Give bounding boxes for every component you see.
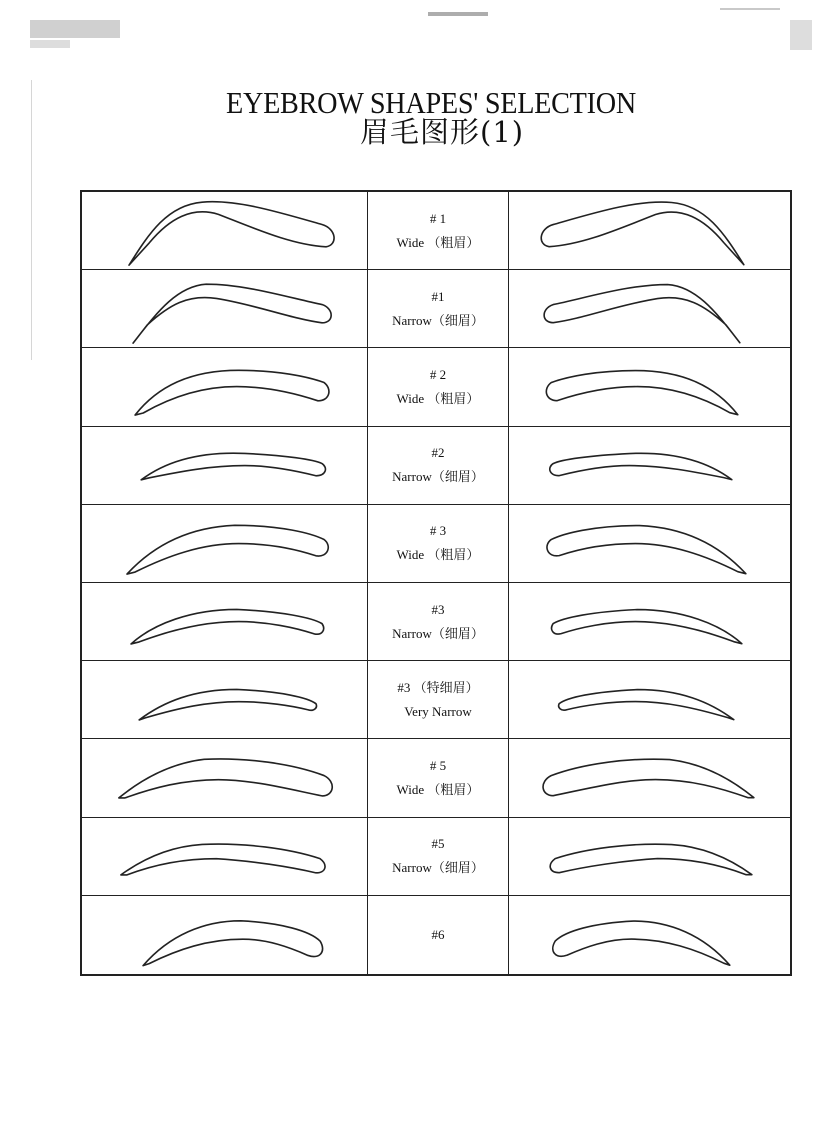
shape-label-cell (368, 739, 509, 817)
eyebrow-cell-right (509, 192, 790, 270)
shape-label (397, 363, 480, 411)
shape-label-cell (368, 583, 509, 661)
shape-width: Wide （粗眉） (396, 547, 480, 563)
eyebrow-cell-right (509, 818, 790, 896)
shape-width: Narrow（细眉） (392, 469, 484, 485)
eyebrow-cell-right (509, 739, 790, 817)
shape-label (397, 519, 480, 567)
scan-line-top-right (720, 8, 780, 10)
eyebrow-outline-left (82, 427, 367, 504)
scan-line-top (428, 12, 488, 16)
shape-width: Narrow（细眉） (392, 625, 484, 641)
scan-smudge-top-right (790, 20, 812, 50)
shape-label (397, 754, 480, 802)
scan-smudge-top-left-small (30, 40, 70, 48)
eyebrow-outline-right (509, 348, 790, 425)
shape-label-cell (368, 896, 509, 974)
shape-label-cell (368, 505, 509, 583)
eyebrow-outline-left (82, 818, 367, 895)
eyebrow-cell-right (509, 348, 790, 426)
eyebrow-cell-left (82, 192, 368, 270)
eyebrow-cell-left (82, 583, 368, 661)
eyebrow-cell-right (509, 270, 790, 348)
shape-label-cell (368, 192, 509, 270)
shape-label-cell (368, 270, 509, 348)
shape-label (432, 923, 445, 947)
eyebrow-outline-right (509, 270, 790, 347)
eyebrow-outline-right (509, 661, 790, 738)
shape-number: #3 （特细眉） (397, 679, 479, 695)
shape-width: Wide （粗眉） (396, 390, 480, 406)
eyebrow-outline-right (509, 818, 790, 895)
eyebrow-outline-right (509, 192, 790, 269)
eyebrow-outline-right (509, 896, 790, 974)
shape-label (392, 285, 484, 333)
eyebrow-outline-left (82, 583, 367, 660)
shape-label (397, 207, 480, 255)
eyebrow-cell-right (509, 427, 790, 505)
shape-number: #2 (431, 445, 445, 461)
eyebrow-cell-right (509, 896, 790, 974)
shape-number: # 1 (429, 210, 447, 226)
eyebrow-outline-left (82, 739, 367, 816)
eyebrow-outline-left (82, 348, 367, 425)
eyebrow-cell-left (82, 505, 368, 583)
eyebrow-cell-left (82, 348, 368, 426)
shape-number: #3 (431, 601, 445, 617)
shape-label-cell (368, 348, 509, 426)
eyebrow-outline-left (82, 270, 367, 347)
shape-label (392, 441, 484, 489)
page-subtitle: 眉毛图形(1) (360, 115, 525, 149)
eyebrow-outline-right (509, 583, 790, 660)
shape-width: Narrow（细眉） (392, 860, 484, 876)
eyebrow-cell-left (82, 818, 368, 896)
eyebrow-outline-right (509, 739, 790, 816)
shape-number: #6 (431, 926, 445, 942)
shape-width: Wide （粗眉） (396, 781, 480, 797)
page-title: EYEBROW SHAPES' SELECTION (226, 84, 636, 120)
scan-smudge-top-left (30, 20, 120, 38)
shape-number: #5 (431, 836, 445, 852)
shape-label (397, 676, 478, 724)
shape-label-cell (368, 661, 509, 739)
eyebrow-cell-left (82, 661, 368, 739)
shape-width: Narrow（细眉） (392, 312, 484, 328)
shape-label-cell (368, 818, 509, 896)
eyebrow-outline-left (82, 192, 367, 269)
eyebrow-cell-left (82, 739, 368, 817)
eyebrow-cell-left (82, 270, 368, 348)
eyebrow-cell-left (82, 896, 368, 974)
shape-width: Very Narrow (404, 703, 472, 719)
eyebrow-cell-right (509, 661, 790, 739)
shape-number: # 3 (429, 523, 447, 539)
eyebrow-outline-left (82, 661, 367, 738)
eyebrow-cell-right (509, 505, 790, 583)
eyebrow-shapes-table (80, 190, 792, 976)
eyebrow-outline-left (82, 896, 367, 974)
shape-label (392, 598, 484, 646)
shape-label (392, 832, 484, 880)
shape-number: #1 (431, 288, 445, 304)
scan-edge-left (31, 80, 32, 360)
eyebrow-outline-right (509, 505, 790, 582)
shape-number: # 2 (429, 366, 447, 382)
shape-label-cell (368, 427, 509, 505)
eyebrow-outline-left (82, 505, 367, 582)
eyebrow-cell-right (509, 583, 790, 661)
shape-number: # 5 (429, 757, 447, 773)
eyebrow-outline-right (509, 427, 790, 504)
eyebrow-cell-left (82, 427, 368, 505)
shape-width: Wide （粗眉） (396, 234, 480, 250)
